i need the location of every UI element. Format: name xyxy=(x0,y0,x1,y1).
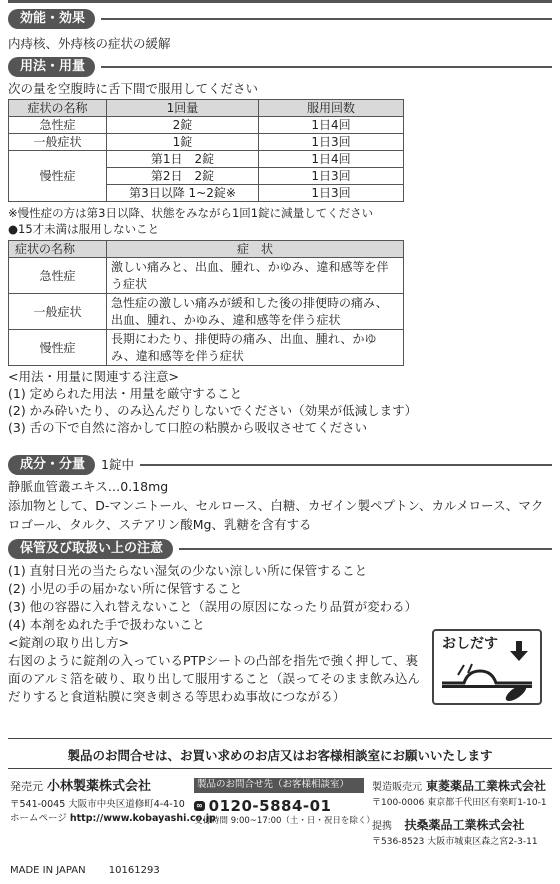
efficacy-title: 効能・効果 xyxy=(8,9,95,29)
homepage-label: ホームページ xyxy=(10,813,67,825)
phone-number[interactable]: 0120-5884-01 xyxy=(208,796,332,815)
inquiry-note: 製品のお問合せは、お買い求めのお店又はお客様相談室にお願いいたします xyxy=(67,748,493,763)
efficacy-text: 内痔核、外痔核の症状の緩解 xyxy=(8,36,171,51)
caution-item: (2) かみ砕いたり、のみ込んだりしないでください（効果が低減します） xyxy=(8,403,418,418)
table-row: 第3日以降 1~2錠※ 1日3回 xyxy=(9,185,404,202)
dosage-header-dose: 1回量 xyxy=(107,100,259,117)
dosage-note-1: ※慢性症の方は第3日以降、状態をみながら1回1錠に減量してください xyxy=(8,206,374,220)
contact-hours: 受付時間 9:00~17:00（土・日・祝日を除く） xyxy=(194,816,375,827)
maker-name: 東菱薬品工業株式会社 xyxy=(425,779,546,793)
removal-text: 右図のように錠剤の入っているPTPシートの凸部を指先で強く押して、裏面のアルミ箔を破り、取り出して服用すること（誤ってそのまま飲み込んだりすると食道粘膜に突き刺さる等思わぬ事故につながる） xyxy=(8,653,421,704)
dosage-header-times: 服用回数 xyxy=(259,100,404,117)
dosage-title: 用法・用量 xyxy=(8,57,95,77)
storage-item: (2) 小児の手の届かない所に保管すること xyxy=(8,581,243,596)
dosage-intro: 次の量を空腹時に舌下間で服用してください xyxy=(8,81,259,96)
removal-title: <錠剤の取り出し方> xyxy=(8,635,129,650)
table-row: 第2日 2錠 1日3回 xyxy=(9,168,404,185)
ingredients-additives: 添加物として、D-マンニトール、セルロース、白糖、カゼイン製ペプトン、カルメロース、マクロゴール、タルク、ステアリン酸Mg、乳糖を含有する xyxy=(8,498,544,532)
table-row: 慢性症 長期にわたり、排便時の痛み、出血、腫れ、かゆみ、違和感等を伴う症状 xyxy=(9,330,404,366)
storage-item: (1) 直射日光の当たらない湿気の少ない涼しい所に保管すること xyxy=(8,563,368,578)
homepage-link[interactable]: http://www.kobayashi.co.jp xyxy=(69,813,216,825)
symptom-header-desc: 症 状 xyxy=(107,241,404,258)
symptom-header-name: 症状の名称 xyxy=(9,241,107,258)
contact-block xyxy=(194,778,375,828)
seller-address: 〒541-0045 大阪市中央区道修町4-4-10 xyxy=(10,798,185,810)
caution-item: (1) 定められた用法・用量を厳守すること xyxy=(8,386,243,401)
caution-item: (3) 舌の下で自然に溶かして口腔の粘膜から吸収させてください xyxy=(8,420,368,435)
dosage-header-name: 症状の名称 xyxy=(9,100,107,117)
ingredients-title: 成分・分量 xyxy=(8,455,95,475)
seller-block xyxy=(10,778,216,826)
table-row: 一般症状 急性症の激しい痛みが緩和した後の排便時の痛み、出血、腫れ、かゆみ、違和感等を伴う症状 xyxy=(9,294,404,330)
product-code: 10161293 xyxy=(108,865,160,876)
ingredients-section xyxy=(8,455,552,534)
ingredients-main: 静脈血管叢エキス…0.18mg xyxy=(8,479,169,494)
storage-title: 保管及び取扱い上の注意 xyxy=(8,539,173,559)
partner-address: 〒536-8523 大阪市城東区森之宮2-3-11 xyxy=(372,836,538,847)
contact-label: 製品のお問合せ先（お客様相談室） xyxy=(194,778,364,793)
maker-address: 〒100-0006 東京都千代田区有楽町1-10-1 xyxy=(372,797,547,808)
seller-name: 小林製薬株式会社 xyxy=(46,779,151,794)
storage-item: (4) 本剤をぬれた手で扱わないこと xyxy=(8,617,205,632)
table-row: 慢性症 第1日 2錠 1日4回 xyxy=(9,151,404,168)
dosage-section xyxy=(8,57,552,436)
footer-divider xyxy=(8,738,552,739)
table-row: 急性症 激しい痛みと、出血、腫れ、かゆみ、違和感等を伴う症状 xyxy=(9,258,404,294)
partner-name: 扶桑薬品工業株式会社 xyxy=(404,818,525,833)
freedial-icon: ∞ xyxy=(196,800,203,810)
dosage-note-2: ●15才未満は服用しないこと xyxy=(8,222,160,236)
table-row: 一般症状 1錠 1日3回 xyxy=(9,134,404,151)
partner-label: 提携 xyxy=(372,821,392,833)
top-border xyxy=(8,0,552,3)
maker-block xyxy=(372,778,554,848)
ptp-sheet-icon xyxy=(434,631,540,703)
origin-line xyxy=(10,864,160,878)
table-row: 急性症 2錠 1日4回 xyxy=(9,117,404,134)
dosage-table xyxy=(8,99,404,202)
maker-label: 製造販売元 xyxy=(372,782,422,793)
push-out-label: おしだす xyxy=(442,636,498,652)
symptom-table xyxy=(8,240,404,366)
push-out-icon xyxy=(432,629,542,705)
footer-divider xyxy=(8,768,552,769)
seller-label: 発売元 xyxy=(10,780,43,793)
cautions-title: <用法・用量に関連する注意> xyxy=(8,369,179,384)
storage-item: (3) 他の容器に入れ替えないこと（誤用の原因になったり品質が変わる） xyxy=(8,599,418,614)
origin-text: MADE IN JAPAN xyxy=(10,865,86,876)
efficacy-section xyxy=(8,9,552,53)
ingredients-per: 1錠中 xyxy=(101,456,134,472)
